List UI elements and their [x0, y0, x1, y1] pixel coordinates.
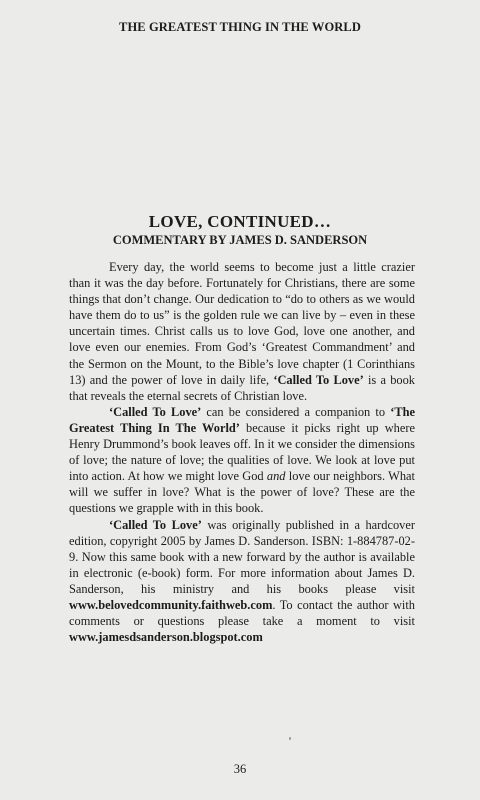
- paragraph-1: [69, 259, 415, 404]
- website-link-belovedcommunity[interactable]: www.belovedcommunity.faithweb.com: [69, 597, 273, 612]
- book-title-greatest-thing: ‘The Greatest Thing In The World’: [69, 404, 415, 435]
- paper-speck: [289, 737, 291, 740]
- book-title-called-to-love: ‘Called To Love’: [273, 372, 364, 387]
- paragraph-1-end: is a book that reveals the eternal secrets of Christian love.: [69, 372, 415, 403]
- paragraph-2-text-b: because it picks right up where Henry Drummond’s book leaves off. In it we consider the dimensions of love; the nature of love; the qualities of love. We look at love put into action. At how we might love God: [69, 420, 415, 484]
- body-text: [69, 259, 415, 645]
- paragraph-2-text-a: can be considered a companion to: [201, 404, 391, 419]
- website-link-blogspot[interactable]: www.jamesdsanderson.blogspot.com: [69, 630, 263, 645]
- chapter-subtitle: COMMENTARY BY JAMES D. SANDERSON: [112, 233, 368, 247]
- running-head: THE GREATEST THING IN THE WORLD: [119, 20, 361, 34]
- page-number: 36: [233, 762, 247, 776]
- paragraph-1-text: Every day, the world seems to become just a little crazier than it was the day before. Fortunately for Christians, there are some things that don’t change. Our dedication to “do to others as we would have them do to us” is the golden rule we can live by – even in these uncertain times. Christ calls us to love God, love one another, and love even our enemies. From God’s ‘Greatest Commandment’ and the Sermon on the Mount, to the Bible’s love chapter (1 Corinthians 13) and the power of love in daily life,: [69, 260, 415, 387]
- book-title-called-to-love: ‘Called To Love’: [109, 404, 202, 419]
- emphasis-and: and: [266, 469, 286, 484]
- paragraph-3: [69, 517, 415, 646]
- paragraph-3-text-a: was originally published in a hardcover edition, copyright 2005 by James D. Sanderson. ISBN: 1-884787-02-9. Now this same book with a new forward by the author is available in electronic (e-book) form. For more information about James D. Sanderson, his ministry and his books please visit: [69, 517, 415, 596]
- paragraph-3-text-b: . To contact the author with comments or questions please take a moment to visit: [69, 597, 415, 629]
- chapter-title: LOVE, CONTINUED…: [148, 212, 332, 231]
- paragraph-2-text-c: love our neighbors. What will we suffer in love? What is the power of love? These are the questions we grapple with in this book.: [69, 469, 415, 516]
- book-title-called-to-love: ‘Called To Love’: [109, 517, 202, 532]
- paragraph-2: [69, 404, 415, 517]
